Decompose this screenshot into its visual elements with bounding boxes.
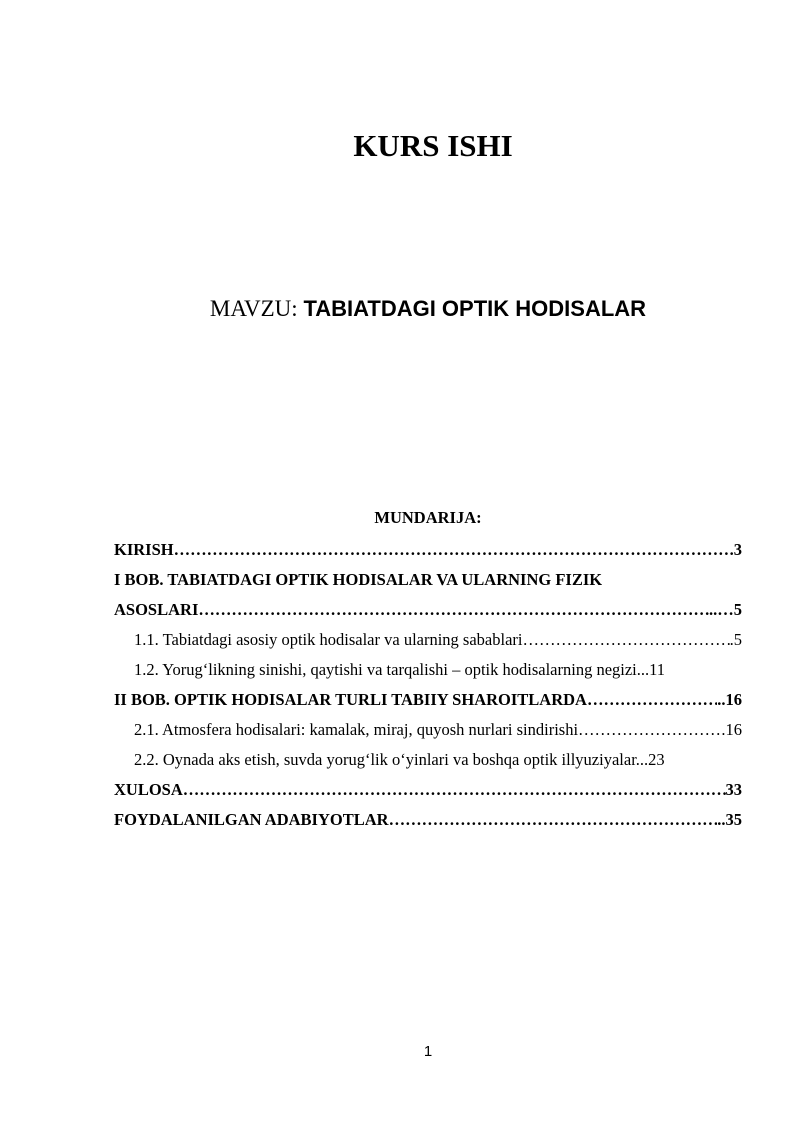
toc-leader-dots <box>183 775 726 805</box>
toc-entry-page: .5 <box>729 630 742 649</box>
toc-entry-label: KIRISH <box>114 540 174 559</box>
subject-line <box>0 294 800 324</box>
toc-entry-kirish[interactable] <box>114 535 742 565</box>
toc-entry-label: 2.1. Atmosfera hodisalari: kamalak, miraj, quyosh nurlari sindirishi <box>134 720 579 739</box>
toc-entry-references[interactable] <box>114 805 742 835</box>
toc-entry-page: .3 <box>729 540 742 559</box>
toc-entry-1-2[interactable] <box>114 655 742 685</box>
toc-entry-page: ..35 <box>717 810 742 829</box>
toc-entry-chapter-1[interactable] <box>114 565 742 595</box>
toc-entry-label: FOYDALANILGAN ADABIYOTLAR <box>114 810 389 829</box>
table-of-contents <box>114 535 742 835</box>
toc-leader-dots <box>523 625 730 655</box>
toc-entry-label: I BOB. TABIATDAGI OPTIK HODISALAR VA ULARNING FIZIK <box>114 570 603 589</box>
toc-heading: MUNDARIJA: <box>374 508 482 527</box>
toc-entry-label: ASOSLARI <box>114 600 199 619</box>
toc-leader-dots <box>174 535 730 565</box>
toc-entry-label: 2.2. Oynada aks etish, suvda yorug‘lik o‘yinlari va boshqa optik illyuziyalar...23 <box>134 750 665 769</box>
toc-entry-chapter-2[interactable] <box>114 685 742 715</box>
toc-entry-label: XULOSA <box>114 780 183 799</box>
toc-entry-page: 33 <box>725 780 742 799</box>
toc-entry-1-1[interactable] <box>114 625 742 655</box>
toc-entry-2-2[interactable] <box>114 745 742 775</box>
toc-leader-dots <box>389 805 718 835</box>
toc-entry-page: ..16 <box>717 690 742 709</box>
toc-leader-dots <box>578 715 721 745</box>
subject-prefix: MAVZU: <box>209 296 304 321</box>
subject-topic: TABIATDAGI OPTIK HODISALAR <box>303 296 647 321</box>
toc-entry-label: II BOB. OPTIK HODISALAR TURLI TABIIY SHAROITLARDA <box>114 690 587 709</box>
toc-entry-page: .16 <box>721 720 742 739</box>
document-title: KURS ISHI <box>353 128 513 163</box>
toc-entry-label: 1.2. Yorug‘likning sinishi, qaytishi va tarqalishi – optik hodisalarning negizi...11 <box>134 660 666 679</box>
toc-leader-dots <box>587 685 717 715</box>
toc-entry-2-1[interactable] <box>114 715 742 745</box>
toc-entry-page: ..…5 <box>709 600 742 619</box>
toc-entry-chapter-1-cont[interactable] <box>114 595 742 625</box>
toc-entry-label: 1.1. Tabiatdagi asosiy optik hodisalar va ularning sabablari <box>134 630 523 649</box>
toc-leader-dots <box>198 595 709 625</box>
toc-entry-xulosa[interactable] <box>114 775 742 805</box>
page-number: 1 <box>423 1043 433 1060</box>
